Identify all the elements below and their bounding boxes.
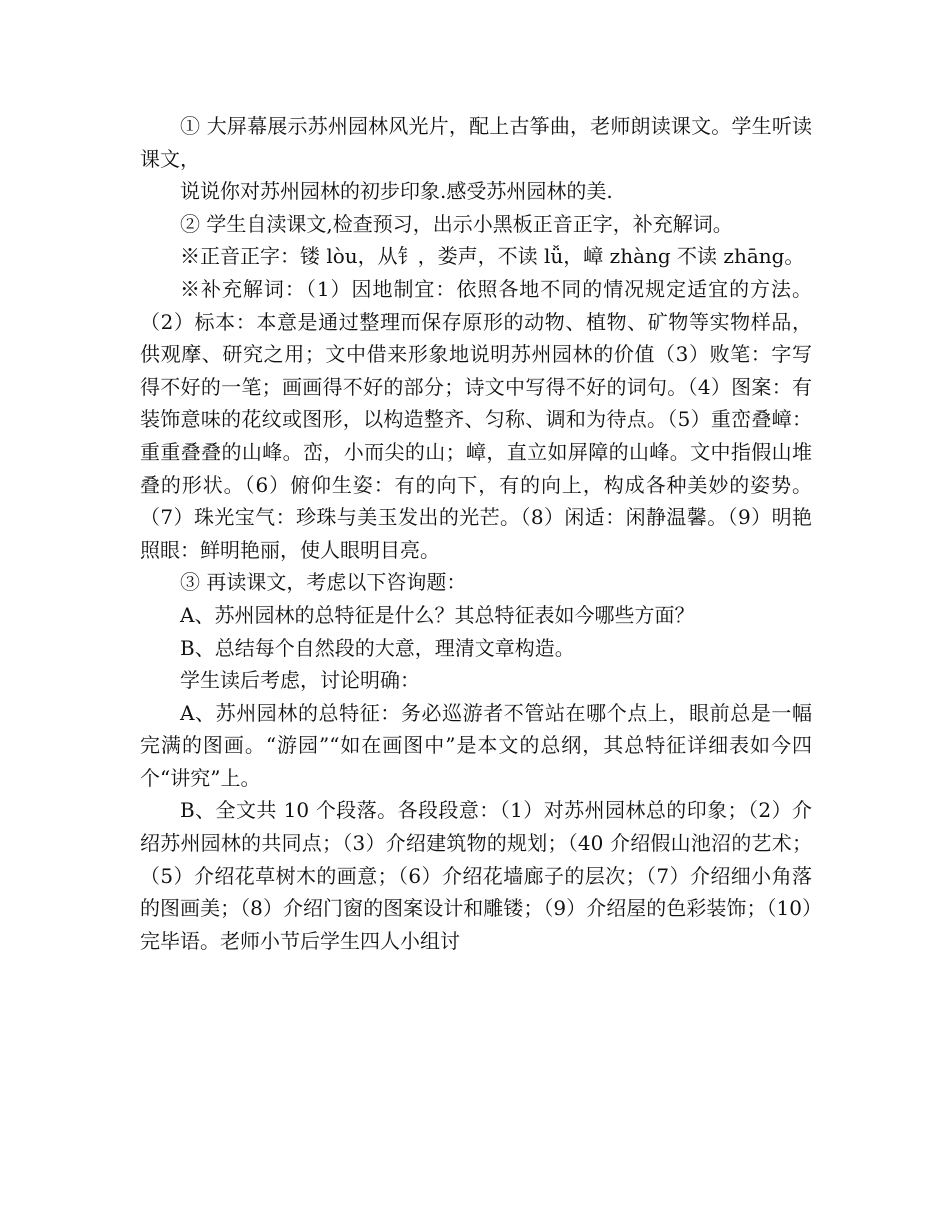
paragraph-pronunciation: ※正音正字：镂 lòu，从钅，娄声，不读 lǚ，嶂 zhàng 不读 zhāng。 [180, 244, 805, 269]
paragraph-self-reading: ② 学生自渎课文,检查预习，出示小黑板正音正字，补充解词。 [180, 211, 733, 236]
paragraph-vocabulary: ※补充解词：（1）因地制宜：依照各地不同的情况规定适宜的方法。（2）标本：本意是通过整理而保存原形的动物、植物、矿物等实物样品，供观摩、研究之用；文中借来形象地说明苏州园林的价值（3）败笔：字写得不好的一笔；画画得不好的部分；诗文中写得不好的词句。（4）图案：有装饰意味的花纹或图形，以构造整齐、匀称、调和为待点。（5）重峦叠嶂：重重叠叠的山峰。峦，小而尖的山；嶂，直立如屏障的山峰。文中指假山堆叠的形状。（6）俯仰生姿：有的向下，有的向上，构成各种美妙的姿势。（7）珠光宝气：珍珠与美玉发出的光芒。（8）闲适：闲静温馨。（9）明艳照眼：鲜明艳丽，使人眼明目亮。 [140, 276, 812, 562]
paragraph-first-impression: 说说你对苏州园林的初步印象.感受苏州园林的美. [180, 179, 613, 204]
paragraph-question-a: A、苏州园林的总特征是什么？其总特征表如今哪些方面？ [180, 602, 695, 627]
paragraph-discussion: 学生读后考虑，讨论明确： [180, 668, 420, 693]
paragraph-answer-b: B、全文共 10 个段落。各段段意：（1）对苏州园林总的印象；（2）介绍苏州园林的共同点；（3）介绍建筑物的规划；（40 介绍假山池沼的艺术；（5）介绍花草树木的画意；（6）介绍花墙廊子的层次；（7）介绍细小角落的图画美；（8）介绍门窗的图案设计和雕镂；（9）介绍屋的色彩装饰；（10）完毕语。老师小节后学生四人小组讨 [140, 798, 812, 953]
document-body [140, 110, 812, 957]
paragraph-question-b: B、总结每个自然段的大意，理清文章构造。 [180, 635, 575, 660]
paragraph-reread-questions: ③ 再读课文，考虑以下咨询题： [180, 570, 467, 595]
paragraph-intro-activity: ① 大屏幕展示苏州园林风光片，配上古筝曲，老师朗读课文。学生听读课文， [140, 114, 812, 171]
paragraph-answer-a: A、苏州园林的总特征：务必巡游者不管站在哪个点上，眼前总是一幅完满的图画。“游园”“如在画图中”是本文的总纲，其总特征详细表如今四个“讲究”上。 [140, 700, 812, 790]
